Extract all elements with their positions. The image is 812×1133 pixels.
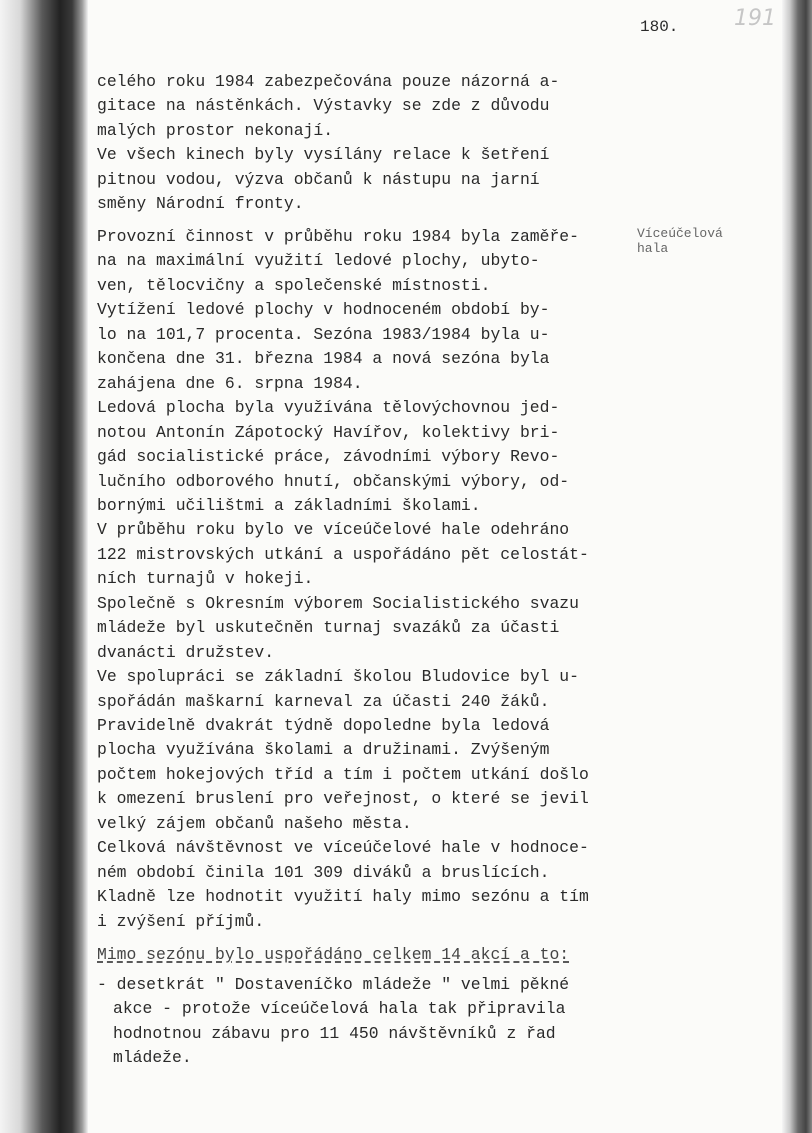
text-line: zahájena dne 6. srpna 1984. (97, 373, 363, 393)
text-line: Celková návštěvnost ve víceúčelové hale v hodnoce- (97, 838, 589, 858)
section-heading: Mimo sezónu bylo uspořádáno celkem 14 akcí a to: (97, 945, 570, 964)
text-line: gitace na nástěnkách. Výstavky se zde z důvodu (97, 96, 550, 116)
margin-note-line: Víceúčelová (637, 226, 723, 241)
text-line: Ledová plocha byla využívána tělovýchovnou jed- (97, 398, 560, 418)
archive-number-handwritten: 191 (734, 6, 776, 31)
text-line: spořádán maškarní karneval za účasti 240 žáků. (97, 691, 550, 711)
scan-right-edge (782, 0, 812, 1133)
text-line: Provozní činnost v průběhu roku 1984 byla zaměře- (97, 227, 579, 246)
text-line: celého roku 1984 zabezpečována pouze názorná a- (97, 72, 560, 91)
text-line: ven, tělocvičny a společenské místnosti. (97, 275, 491, 295)
text-line: počtem hokejových tříd a tím i počtem utkání došlo (97, 764, 589, 784)
list-item-line: - desetkrát " Dostaveníčko mládeže " velmi pěkné (97, 975, 570, 994)
text-line: Kladně lze hodnotit využití haly mimo sezónu a tím (97, 887, 589, 907)
text-line: velký zájem občanů našeho města. (97, 813, 412, 833)
page-number: 180. (640, 18, 679, 36)
text-line: 122 mistrovských utkání a uspořádáno pět celostát- (97, 544, 589, 564)
scan-left-edge (0, 0, 88, 1133)
text-line: směny Národní fronty. (97, 194, 304, 214)
text-line: notou Antonín Zápotocký Havířov, kolektivy bri- (97, 422, 560, 442)
text-line: bornými učilištmi a základními školami. (97, 495, 481, 515)
text-line: lučního odborového hnutí, občanskými výbory, od- (97, 471, 570, 491)
text-line: Ve spolupráci se základní školou Bludovice byl u- (97, 667, 579, 687)
list-item-line: hodnotnou zábavu pro 11 450 návštěvníků z řad (113, 1023, 556, 1043)
text-line: ném období činila 101 309 diváků a bruslících. (97, 862, 550, 882)
text-line: dvanácti družstev. (97, 642, 275, 662)
text-line: V průběhu roku bylo ve víceúčelové hale odehráno (97, 520, 570, 540)
text-line: plocha využívána školami a družinami. Zvýšeným (97, 740, 550, 760)
text-line: ních turnajů v hokeji. (97, 569, 314, 589)
text-line: Vytížení ledové plochy v hodnoceném období by- (97, 300, 550, 320)
text-line: malých prostor nekonají. (97, 120, 334, 140)
text-line: i zvýšení příjmů. (97, 911, 265, 931)
text-line: gád socialistické práce, závodními výbory Revo- (97, 447, 560, 467)
list-item-line: mládeže. (113, 1048, 192, 1068)
text-line: Ve všech kinech byly vysílány relace k šetření (97, 145, 550, 165)
margin-note (637, 226, 723, 256)
text-line: lo na 101,7 procenta. Sezóna 1983/1984 byla u- (97, 324, 550, 344)
margin-note-line: hala (637, 241, 669, 256)
text-line: na na maximální využití ledové plochy, ubyto- (97, 251, 540, 271)
text-line: pitnou vodou, výzva občanů k nástupu na jarní (97, 169, 540, 189)
text-line: k omezení bruslení pro veřejnost, o které se jevil (97, 789, 589, 809)
text-line: mládeže byl uskutečněn turnaj svazáků za účasti (97, 618, 560, 638)
text-line: Pravidelně dvakrát týdně dopoledne byla ledová (97, 716, 550, 735)
text-line: Společně s Okresním výborem Socialistického svazu (97, 593, 579, 613)
text-line: končena dne 31. března 1984 a nová sezóna byla (97, 349, 550, 369)
list-item-line: akce - protože víceúčelová hala tak připravila (113, 999, 566, 1019)
